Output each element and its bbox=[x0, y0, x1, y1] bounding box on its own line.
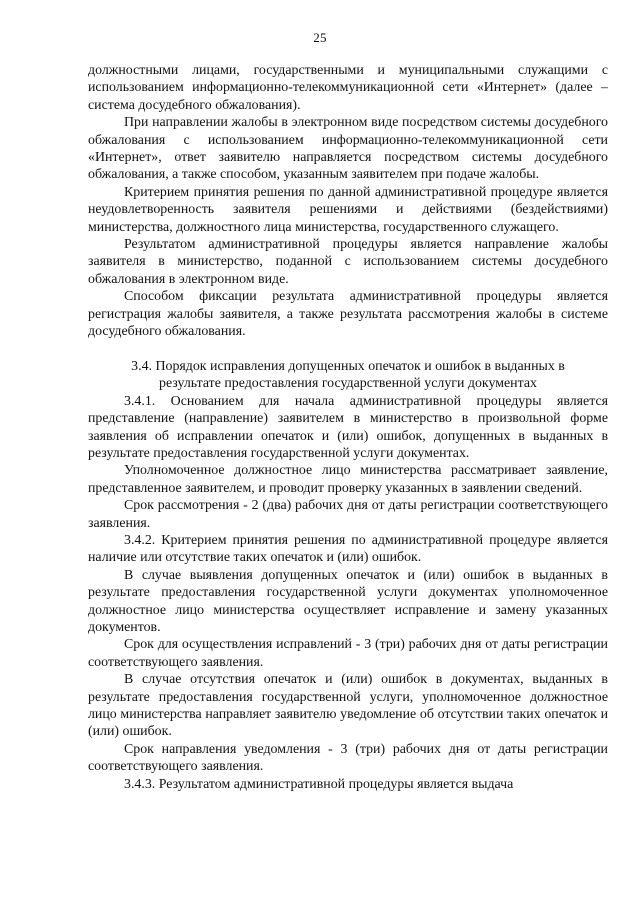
paragraph-no-errors: В случае отсутствия опечаток и (или) ошибок в документах, выданных в результате предоставления государственной услуги, уполномоченное должностное лицо министерства направляет заявителю уведомление об отсутствии таких опечаток и (или) ошибок. bbox=[88, 672, 608, 740]
paragraph-electronic-complaint: При направлении жалобы в электронном виде посредством системы досудебного обжалования с использованием информационно-телекоммуникационной сети «Интернет», ответ заявителю направляется посредством системы досудебного обжалования, а также способом, указанным заявителем при подаче жалобы. bbox=[88, 115, 608, 183]
paragraph-errors-found: В случае выявления допущенных опечаток и (или) ошибок в выданных в результате предоставления государственной услуги документах уполномоченное должностное лицо министерства осуществляет исправление и замену указанных документов. bbox=[88, 567, 608, 635]
paragraph-decision-criterion: Критерием принятия решения по данной административной процедуре является неудовлетворенность заявителя решениями и действиями (бездействиями) министерства, должностного лица министерства, государственного служащего. bbox=[88, 184, 608, 235]
paragraph-review-term: Срок рассмотрения - 2 (два) рабочих дня от даты регистрации соответствующего заявления. bbox=[88, 498, 608, 531]
paragraph-procedure-result: Результатом административной процедуры является направление жалобы заявителя в министерство, поданной с использованием системы досудебного обжалования в электронном виде. bbox=[88, 237, 608, 287]
paragraph-3-4-2: 3.4.2. Критерием принятия решения по административной процедуре является наличие или отсутствие таких опечаток и (или) ошибок. bbox=[88, 532, 608, 566]
paragraph-correction-term: Срок для осуществления исправлений - 3 (три) рабочих дня от даты регистрации соответствующего заявления. bbox=[88, 637, 608, 670]
paragraph-3-4-1: 3.4.1. Основанием для начала административной процедуры является представление (направление) заявителем в министерство в произвольной форме заявления об исправлении опечаток и (или) ошибок, допущенных в выданных в результате предоставления государственной услуги документах. bbox=[88, 393, 608, 461]
paragraph-3-4-3: 3.4.3. Результатом административной процедуры является выдача bbox=[124, 776, 514, 792]
section-heading-line-2: результате предоставления государственной услуги документах bbox=[159, 376, 537, 392]
paragraph-continuation: должностными лицами, государственными и муниципальными служащими с использованием информационно-телекоммуникационной сети «Интернет» (далее – система досудебного обжалования). bbox=[88, 63, 608, 113]
section-spacer bbox=[88, 341, 608, 358]
section-heading bbox=[88, 358, 608, 393]
paragraph-official-review: Уполномоченное должностное лицо министерства рассматривает заявление, представленное заявителем, и проводит проверку указанных в заявлении сведений. bbox=[88, 463, 608, 496]
page-number: 25 bbox=[313, 30, 327, 45]
paragraph-fixation-method: Способом фиксации результата административной процедуры является регистрация жалобы заявителя, а также результата рассмотрения жалобы в системе досудебного обжалования. bbox=[88, 289, 608, 340]
paragraph-notification-term: Срок направления уведомления - 3 (три) рабочих дня от даты регистрации соответствующего заявления. bbox=[88, 741, 608, 775]
section-heading-line-1: 3.4. Порядок исправления допущенных опечаток и ошибок в выданных в bbox=[131, 358, 565, 374]
document-body bbox=[88, 62, 608, 793]
